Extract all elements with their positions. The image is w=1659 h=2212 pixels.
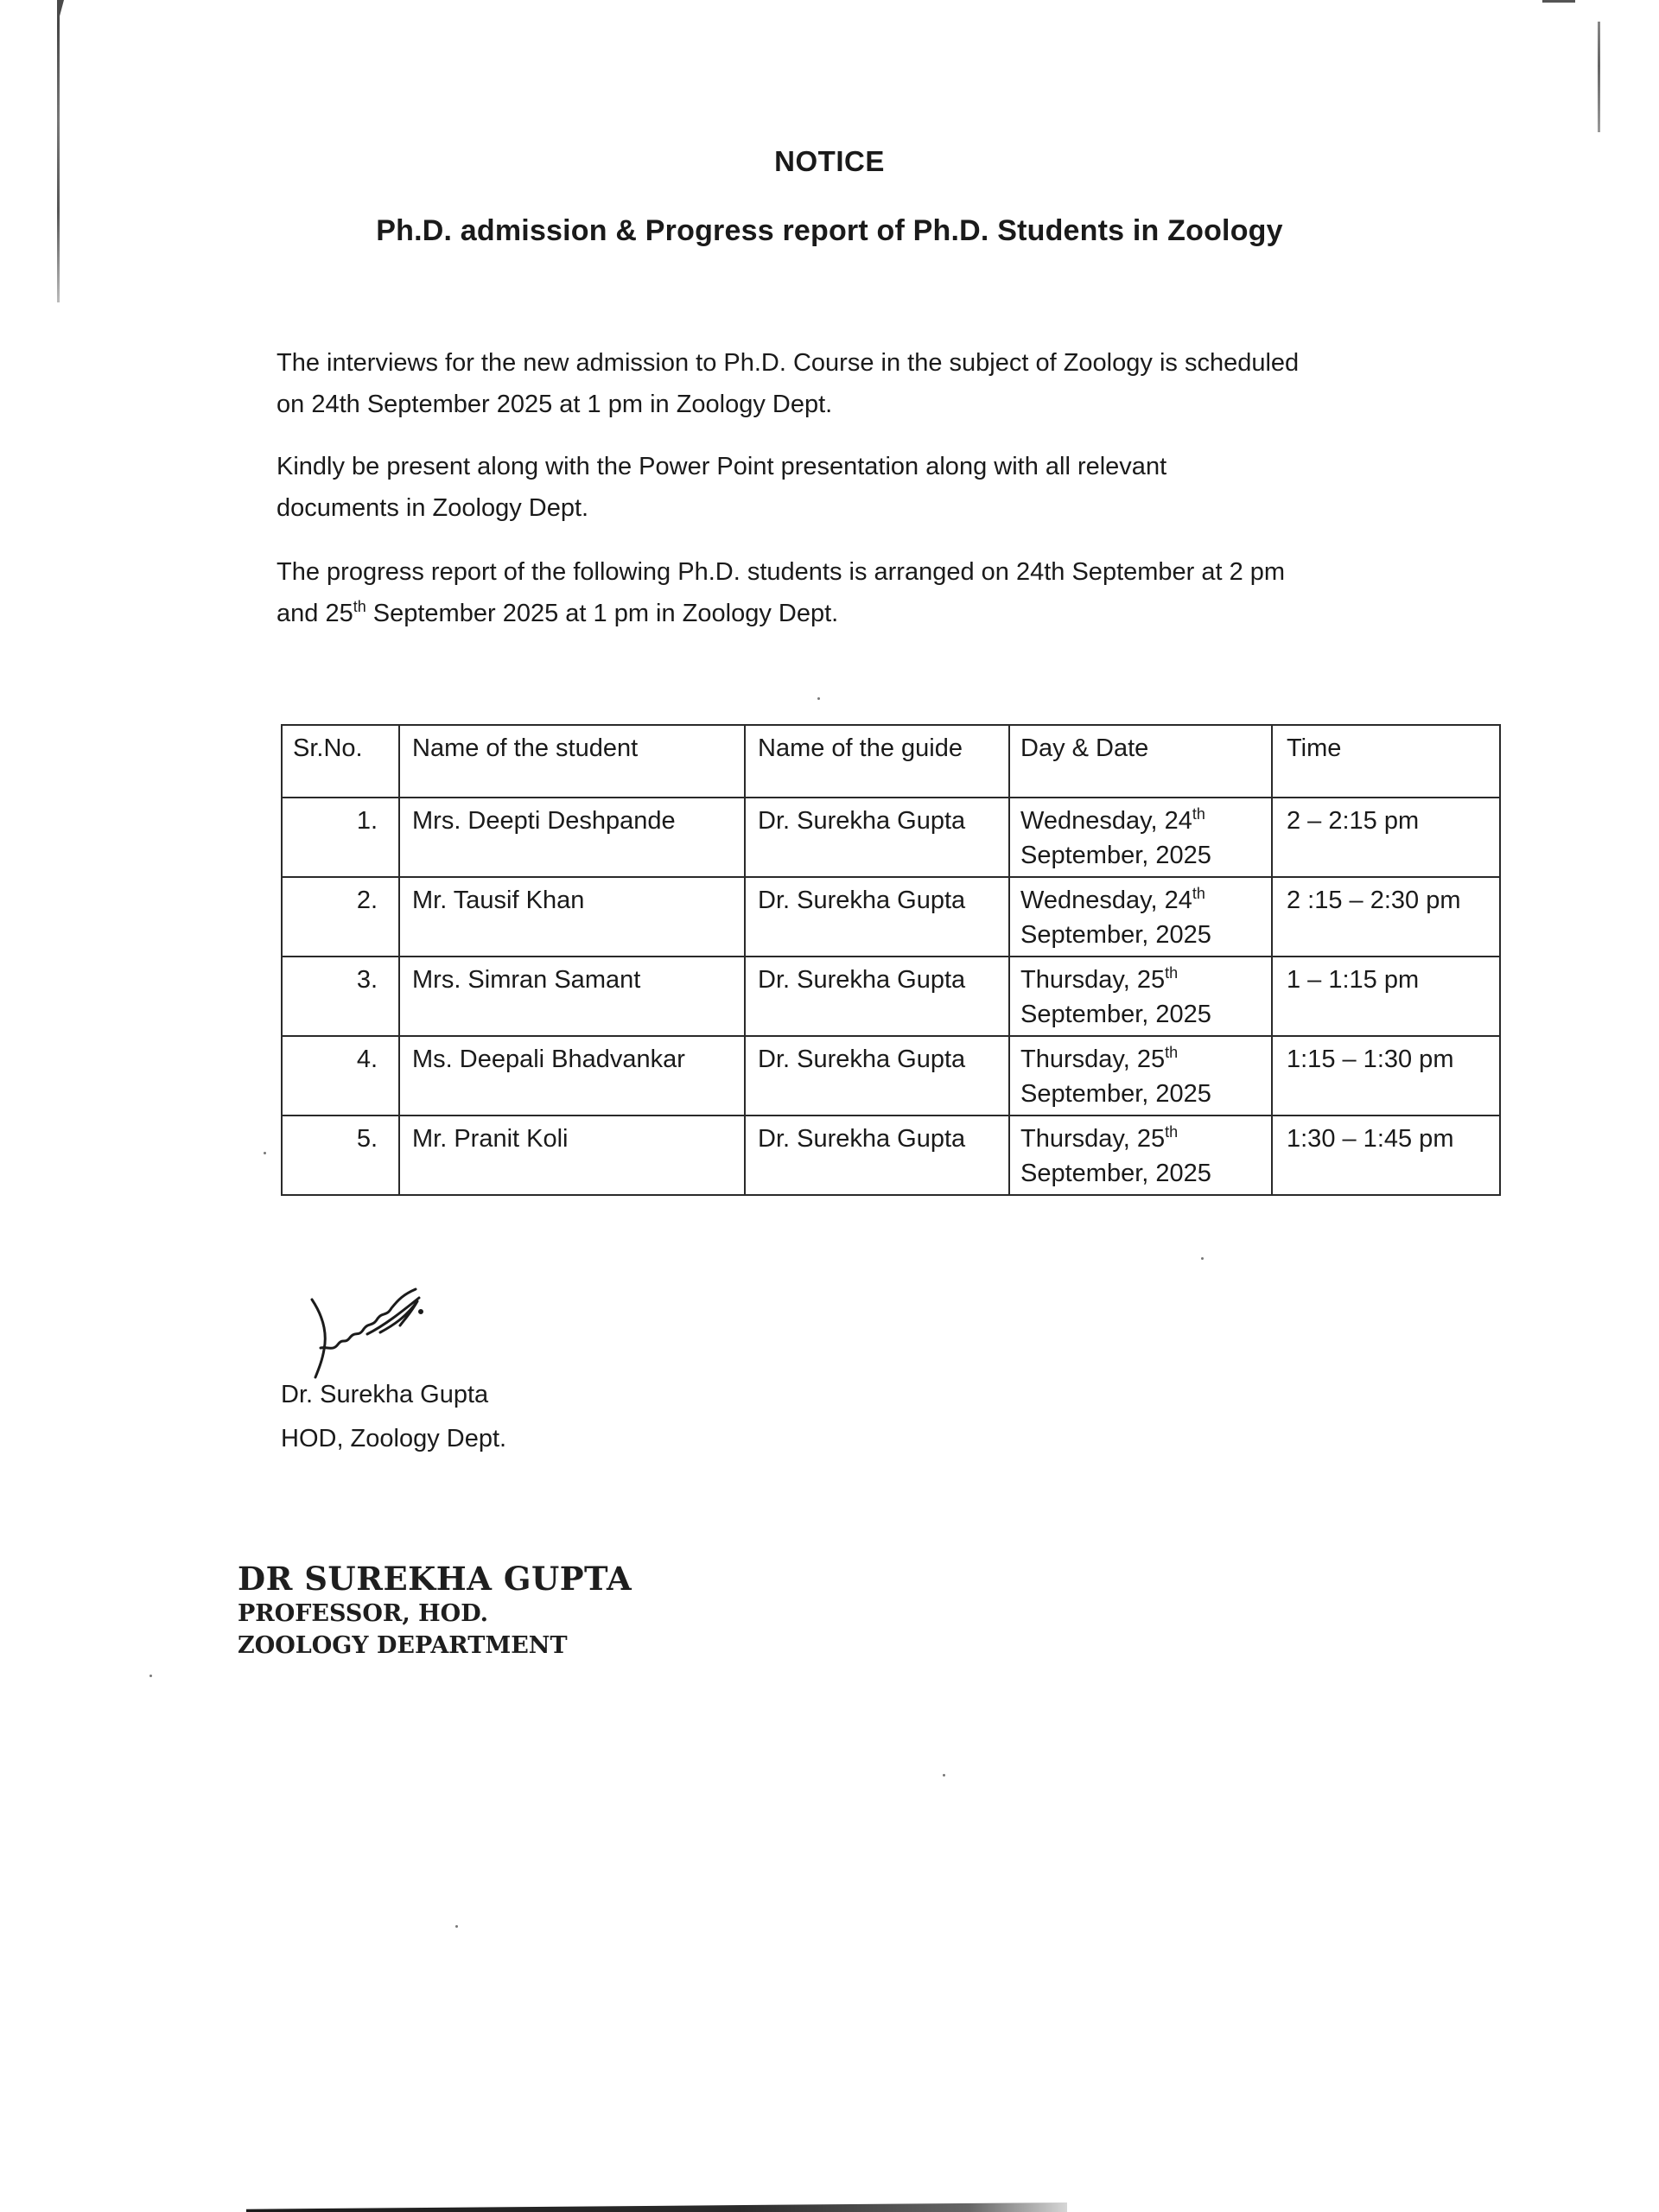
table-row bbox=[282, 798, 1500, 877]
cell-day-date bbox=[1009, 877, 1272, 957]
cell-time: 1:30 – 1:45 pm bbox=[1272, 1116, 1500, 1195]
cell-student-name: Mr. Pranit Koli bbox=[399, 1116, 745, 1195]
paragraph-instructions bbox=[276, 446, 1469, 529]
cell-time: 2 – 2:15 pm bbox=[1272, 798, 1500, 877]
scan-speck bbox=[943, 1774, 945, 1777]
paragraph-line: Kindly be present along with the Power Point presentation along with all relevant bbox=[276, 453, 1167, 480]
scan-edge-right bbox=[1598, 22, 1600, 132]
date-text: September, 2025 bbox=[1020, 1080, 1211, 1108]
cell-student-name: Mrs. Deepti Deshpande bbox=[399, 798, 745, 877]
cell-guide-name: Dr. Surekha Gupta bbox=[745, 1116, 1009, 1195]
stamp-designation: PROFESSOR, HOD. bbox=[238, 1600, 489, 1627]
cell-sr-no: 1. bbox=[282, 798, 399, 877]
cell-day-date bbox=[1009, 957, 1272, 1036]
scan-edge-right-corner bbox=[1542, 0, 1575, 3]
paragraph-interview bbox=[276, 342, 1469, 425]
cell-guide-name: Dr. Surekha Gupta bbox=[745, 1036, 1009, 1116]
cell-guide-name: Dr. Surekha Gupta bbox=[745, 957, 1009, 1036]
official-stamp bbox=[238, 1560, 632, 1662]
day-text: Thursday, 25 bbox=[1020, 966, 1166, 994]
paragraph-line bbox=[276, 593, 1469, 634]
text-fragment: and 25 bbox=[276, 600, 353, 627]
header-student-name: Name of the student bbox=[399, 725, 745, 798]
table-row bbox=[282, 1036, 1500, 1116]
cell-guide-name: Dr. Surekha Gupta bbox=[745, 877, 1009, 957]
cell-student-name: Ms. Deepali Bhadvankar bbox=[399, 1036, 745, 1116]
cell-sr-no: 2. bbox=[282, 877, 399, 957]
schedule-table bbox=[281, 724, 1501, 1196]
stamp-name: DR SUREKHA GUPTA bbox=[238, 1560, 632, 1598]
header-time: Time bbox=[1272, 725, 1500, 798]
scan-speck bbox=[149, 1675, 152, 1677]
day-text: Thursday, 25 bbox=[1020, 1046, 1166, 1073]
notice-title: NOTICE bbox=[774, 145, 885, 177]
notice-subtitle: Ph.D. admission & Progress report of Ph.D. Students in Zoology bbox=[376, 214, 1283, 247]
header-sr-no: Sr.No. bbox=[282, 725, 399, 798]
table-row bbox=[282, 957, 1500, 1036]
cell-day-date bbox=[1009, 1036, 1272, 1116]
table-header-row bbox=[282, 725, 1500, 798]
paragraph-progress-report bbox=[276, 551, 1469, 634]
stamp-department: ZOOLOGY DEPARTMENT bbox=[238, 1632, 568, 1659]
ordinal-suffix: th bbox=[353, 598, 366, 615]
cell-time: 1:15 – 1:30 pm bbox=[1272, 1036, 1500, 1116]
paragraph-line: on 24th September 2025 at 1 pm in Zoology Dept. bbox=[276, 391, 833, 418]
cell-day-date bbox=[1009, 1116, 1272, 1195]
date-text: September, 2025 bbox=[1020, 921, 1211, 949]
cell-time: 1 – 1:15 pm bbox=[1272, 957, 1500, 1036]
scan-speck bbox=[1201, 1257, 1204, 1260]
ordinal-suffix: th bbox=[1165, 1044, 1179, 1061]
date-text: September, 2025 bbox=[1020, 1001, 1211, 1028]
paragraph-line: The interviews for the new admission to Ph.D. Course in the subject of Zoology is scheduled bbox=[276, 349, 1300, 377]
handwritten-signature bbox=[298, 1263, 454, 1384]
date-text: September, 2025 bbox=[1020, 1160, 1211, 1187]
text-fragment: September 2025 at 1 pm in Zoology Dept. bbox=[365, 600, 839, 627]
table-row bbox=[282, 877, 1500, 957]
cell-sr-no: 3. bbox=[282, 957, 399, 1036]
cell-student-name: Mr. Tausif Khan bbox=[399, 877, 745, 957]
signatory-role: HOD, Zoology Dept. bbox=[281, 1425, 507, 1452]
scan-edge-bottom bbox=[246, 2202, 1067, 2212]
header-day-date: Day & Date bbox=[1009, 725, 1272, 798]
day-text: Thursday, 25 bbox=[1020, 1125, 1166, 1153]
day-text: Wednesday, 24 bbox=[1020, 887, 1192, 914]
cell-sr-no: 5. bbox=[282, 1116, 399, 1195]
scan-edge-left-corner bbox=[57, 0, 64, 26]
cell-day-date bbox=[1009, 798, 1272, 877]
cell-student-name: Mrs. Simran Samant bbox=[399, 957, 745, 1036]
paragraph-line: The progress report of the following Ph.D. students is arranged on 24th September at 2 pm bbox=[276, 558, 1286, 586]
scan-speck bbox=[817, 697, 820, 700]
scan-speck bbox=[455, 1925, 458, 1928]
cell-time: 2 :15 – 2:30 pm bbox=[1272, 877, 1500, 957]
ordinal-suffix: th bbox=[1192, 885, 1205, 902]
signatory-name: Dr. Surekha Gupta bbox=[281, 1381, 489, 1408]
date-text: September, 2025 bbox=[1020, 842, 1211, 869]
scan-speck bbox=[264, 1152, 266, 1154]
ordinal-suffix: th bbox=[1192, 805, 1205, 823]
ordinal-suffix: th bbox=[1165, 964, 1179, 982]
table-row bbox=[282, 1116, 1500, 1195]
ordinal-suffix: th bbox=[1165, 1123, 1179, 1141]
header-guide-name: Name of the guide bbox=[745, 725, 1009, 798]
paragraph-line: documents in Zoology Dept. bbox=[276, 494, 589, 522]
cell-guide-name: Dr. Surekha Gupta bbox=[745, 798, 1009, 877]
cell-sr-no: 4. bbox=[282, 1036, 399, 1116]
day-text: Wednesday, 24 bbox=[1020, 807, 1192, 835]
